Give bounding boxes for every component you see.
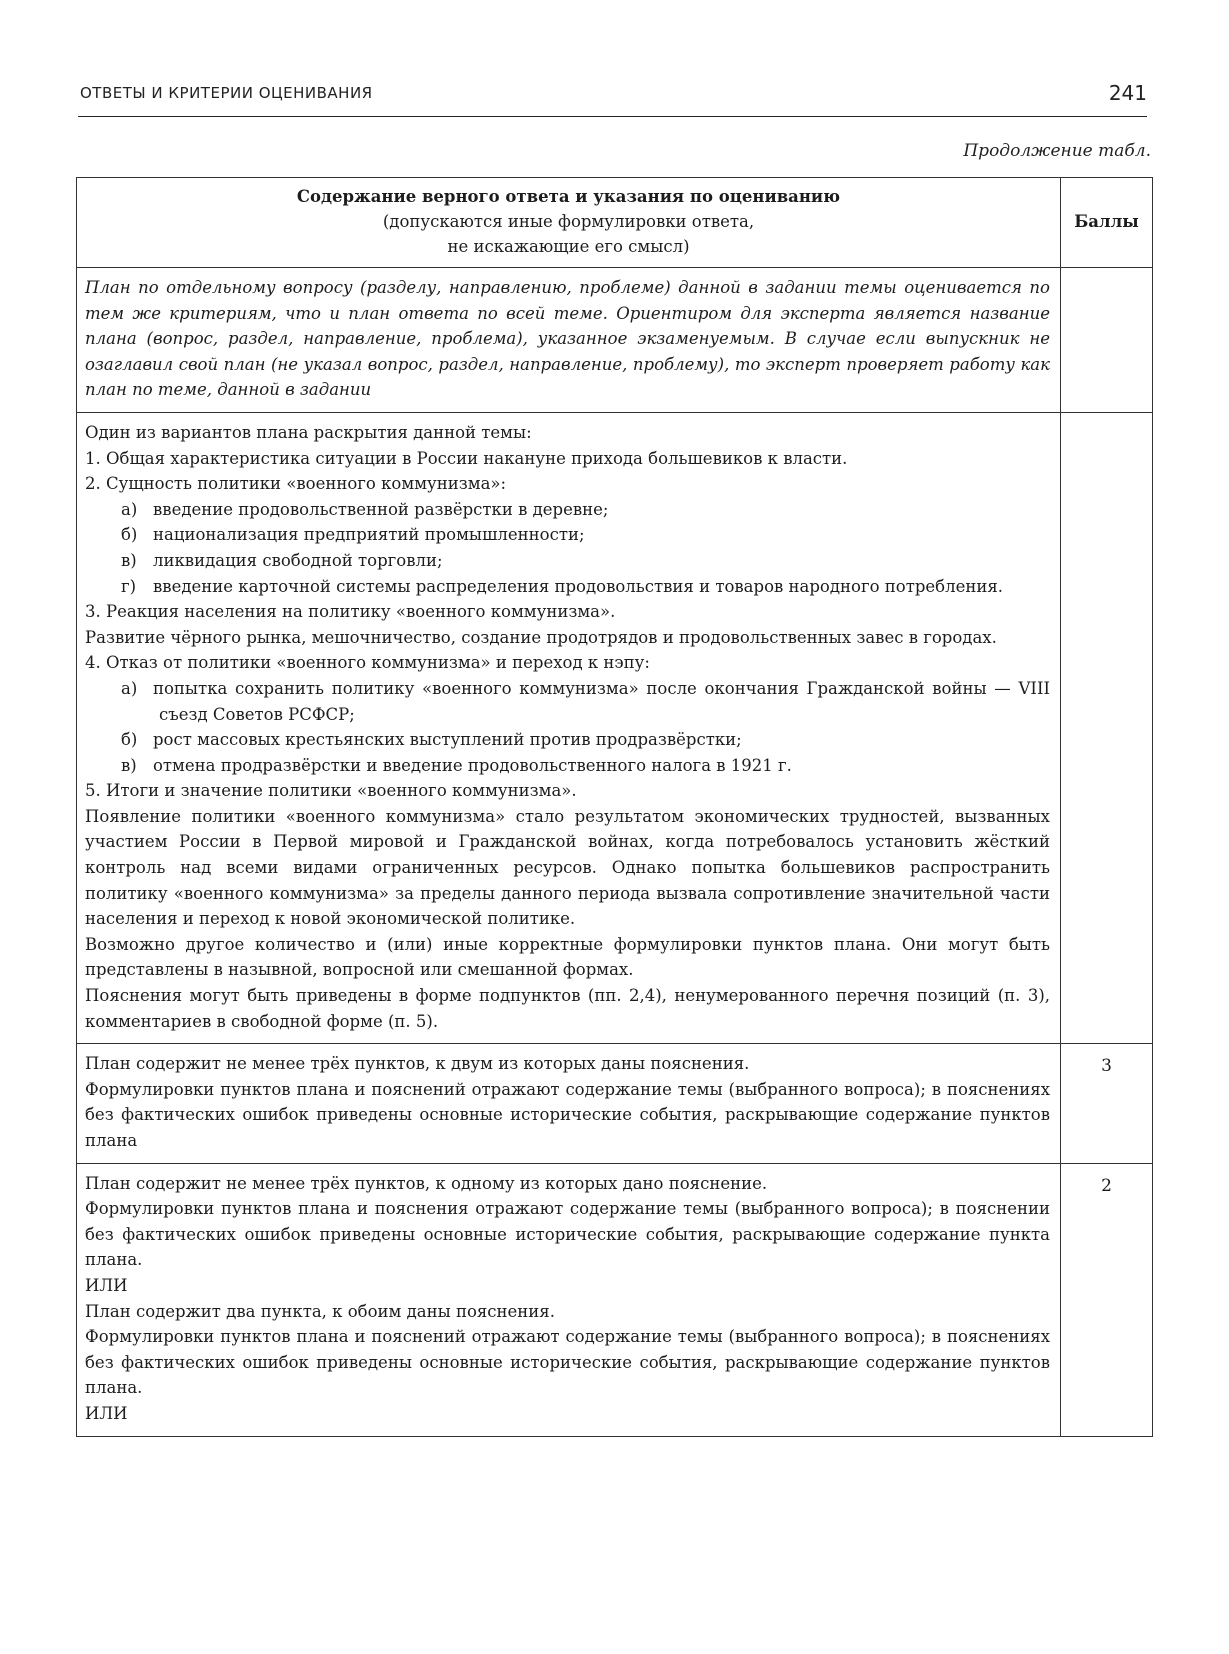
plan-note-2: Пояснения могут быть приведены в форме подпунктов (пп. 2,4), ненумерованного перечня позиций (п. 3), комментариев в свободной форме (п. 5). [85, 986, 1050, 1031]
subpoint-text: национализация предприятий промышленности; [153, 525, 585, 545]
page-number: 241 [1108, 81, 1147, 105]
criterion-text: План содержит два пункта, к обоим даны пояснения. [85, 1301, 555, 1321]
table-header-row [77, 178, 1153, 268]
sample-plan [77, 412, 1061, 1043]
page-header [78, 76, 1147, 117]
table-row [77, 268, 1153, 413]
header-subtitle-2: не искажающие его смысл) [447, 237, 690, 256]
plan-subpoint [85, 522, 1050, 548]
subpoint-label: в) [121, 550, 137, 570]
plan-subpoint [85, 548, 1050, 574]
plan-intro: Один из вариантов плана раскрытия данной темы: [85, 422, 532, 442]
plan-subpoint [85, 574, 1050, 600]
criterion-text: Формулировки пунктов плана и пояснений отражают содержание темы (выбранного вопроса); в пояснениях без фактических ошибок приведены основные исторические события, раскрывающие содержание пунктов плана. [85, 1327, 1050, 1398]
table-continuation-label: Продолжение табл. [963, 141, 1151, 161]
subpoint-label: а) [121, 678, 138, 698]
score-3: 3 [1061, 1044, 1153, 1163]
plan-point-5-text: Появление политики «военного коммунизма» стало результатом экономических трудностей, вызванных участием России в Первой мировой и Гражданской войнах, когда потребовалось установить жёсткий контроль над всеми видами ограниченных ресурсов. Однако попытка большевиков распространить политику «военного коммунизма» за пределы данного периода вызвала сопротивление значительной части населения и переход к новой экономической политике. [85, 806, 1050, 929]
subpoint-text: рост массовых крестьянских выступлений против продразвёрстки; [153, 730, 742, 750]
subpoint-label: в) [121, 755, 137, 775]
plan-note-1: Возможно другое количество и (или) иные корректные формулировки пунктов плана. Они могут быть представлены в назывной, вопросной или смешанной формах. [85, 934, 1050, 980]
subpoint-label: б) [121, 730, 138, 750]
header-title: Содержание верного ответа и указания по оцениванию [296, 187, 841, 206]
score-2: 2 [1061, 1163, 1153, 1436]
criterion-text: Формулировки пунктов плана и пояснения отражают содержание темы (выбранного вопроса); в пояснении без фактических ошибок приведены основные исторические события, раскрывающие содержание пункта плана. [85, 1199, 1050, 1270]
plan-subpoint [85, 676, 1050, 727]
criterion-3 [77, 1044, 1061, 1163]
plan-point-4: 4. Отказ от политики «военного коммунизма» и переход к нэпу: [85, 653, 650, 673]
subpoint-text: введение продовольственной развёрстки в деревне; [153, 499, 609, 519]
header-subtitle-1: (допускаются иные формулировки ответа, [382, 212, 755, 231]
running-section-title: ОТВЕТЫ И КРИТЕРИИ ОЦЕНИВАНИЯ [80, 84, 373, 102]
or-separator: ИЛИ [85, 1275, 128, 1295]
subpoint-text: отмена продразвёрстки и введение продовольственного налога в 1921 г. [153, 755, 792, 775]
subpoint-label: б) [121, 525, 138, 545]
content-column-header [77, 178, 1061, 268]
subpoint-label: а) [121, 499, 138, 519]
plan-subpoint [85, 497, 1050, 523]
subpoint-label: г) [121, 576, 137, 596]
criterion-2 [77, 1163, 1061, 1436]
points-column-header: Баллы [1061, 178, 1153, 268]
plan-point-5: 5. Итоги и значение политики «военного коммунизма». [85, 781, 577, 801]
empty-score-cell [1061, 412, 1153, 1043]
table-row [77, 412, 1153, 1043]
subpoint-text: введение карточной системы распределения продовольствия и товаров народного потребления. [153, 576, 1003, 596]
subpoint-text: ликвидация свободной торговли; [153, 550, 443, 570]
empty-score-cell [1061, 268, 1153, 413]
expert-note: План по отдельному вопросу (разделу, направлению, проблеме) данной в задании темы оценивается по тем же критериям, что и план ответа по всей теме. Ориентиром для эксперта является название плана (вопрос, раздел, направление, проблема), указанное экзаменуемым. В случае если выпускник не озаглавил свой план (не указал вопрос, раздел, направление, проблему), то эксперт проверяет работу как план по теме, данной в задании [77, 268, 1061, 413]
table-row [77, 1163, 1153, 1436]
plan-point-1: 1. Общая характеристика ситуации в России накануне прихода большевиков к власти. [85, 448, 848, 468]
plan-point-2: 2. Сущность политики «военного коммунизма»: [85, 474, 507, 494]
subpoint-text: попытка сохранить политику «военного коммунизма» после окончания Гражданской войны — VIII съезд Советов РСФСР; [153, 678, 1050, 724]
criterion-text: Формулировки пунктов плана и пояснений отражают содержание темы (выбранного вопроса); в пояснениях без фактических ошибок приведены основные исторические события, раскрывающие содержание пунктов плана [85, 1079, 1050, 1150]
criterion-text: План содержит не менее трёх пунктов, к двум из которых даны пояснения. [85, 1054, 750, 1074]
plan-point-3-text: Развитие чёрного рынка, мешочничество, создание продотрядов и продовольственных завес в городах. [85, 627, 997, 647]
criterion-text: План содержит не менее трёх пунктов, к одному из которых дано пояснение. [85, 1173, 768, 1193]
plan-point-3: 3. Реакция населения на политику «военного коммунизма». [85, 602, 616, 622]
or-separator: ИЛИ [85, 1403, 128, 1423]
plan-subpoint [85, 727, 1050, 753]
plan-subpoint [85, 753, 1050, 779]
table-row [77, 1044, 1153, 1163]
criteria-table [76, 177, 1153, 1437]
